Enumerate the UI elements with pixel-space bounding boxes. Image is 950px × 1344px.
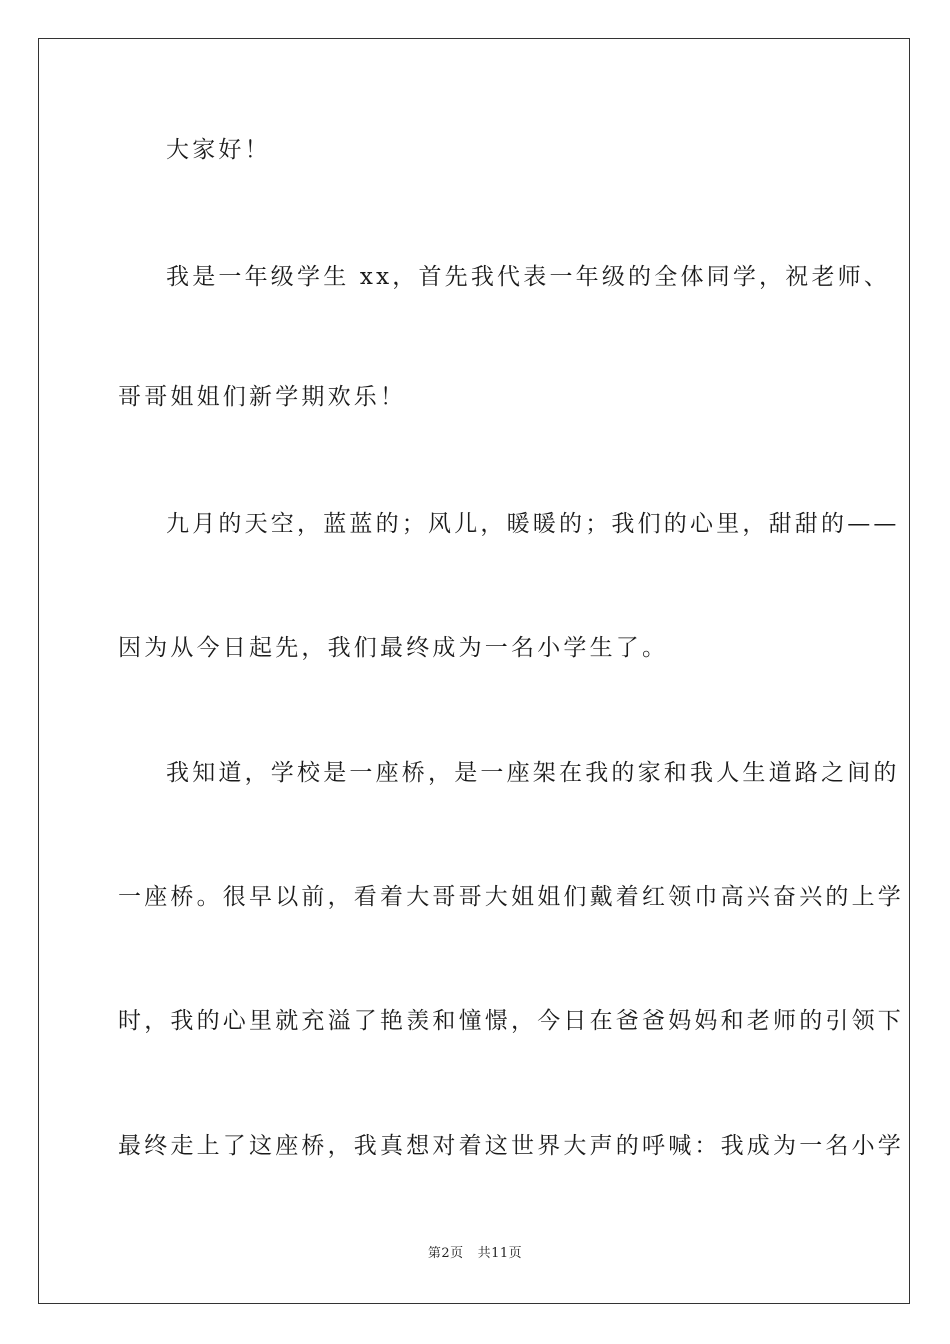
page-footer — [0, 1245, 950, 1263]
paragraph-line: 因为从今日起先，我们最终成为一名小学生了。 — [118, 635, 669, 661]
page-total: 共11页 — [477, 1246, 523, 1261]
paragraph-line: 我知道，学校是一座桥，是一座架在我的家和我人生道路之间的 — [166, 760, 900, 786]
paragraph-line: 时，我的心里就充溢了艳羡和憧憬，今日在爸爸妈妈和老师的引领下 — [118, 1008, 904, 1034]
paragraph-line: 一座桥。很早以前，看着大哥哥大姐姐们戴着红领巾高兴奋兴的上学 — [118, 884, 904, 910]
page-number: 第2页 — [427, 1246, 464, 1261]
page-frame — [38, 38, 910, 1304]
paragraph-line: 九月的天空，蓝蓝的；风儿，暖暖的；我们的心里，甜甜的—— — [166, 511, 900, 537]
paragraph-line: 大家好！ — [166, 137, 271, 163]
paragraph-line: 我是一年级学生 xx，首先我代表一年级的全体同学，祝老师、 — [166, 264, 891, 290]
paragraph-line: 最终走上了这座桥，我真想对着这世界大声的呼喊：我成为一名小学 — [118, 1133, 904, 1159]
paragraph-line: 哥哥姐姐们新学期欢乐！ — [118, 384, 407, 410]
